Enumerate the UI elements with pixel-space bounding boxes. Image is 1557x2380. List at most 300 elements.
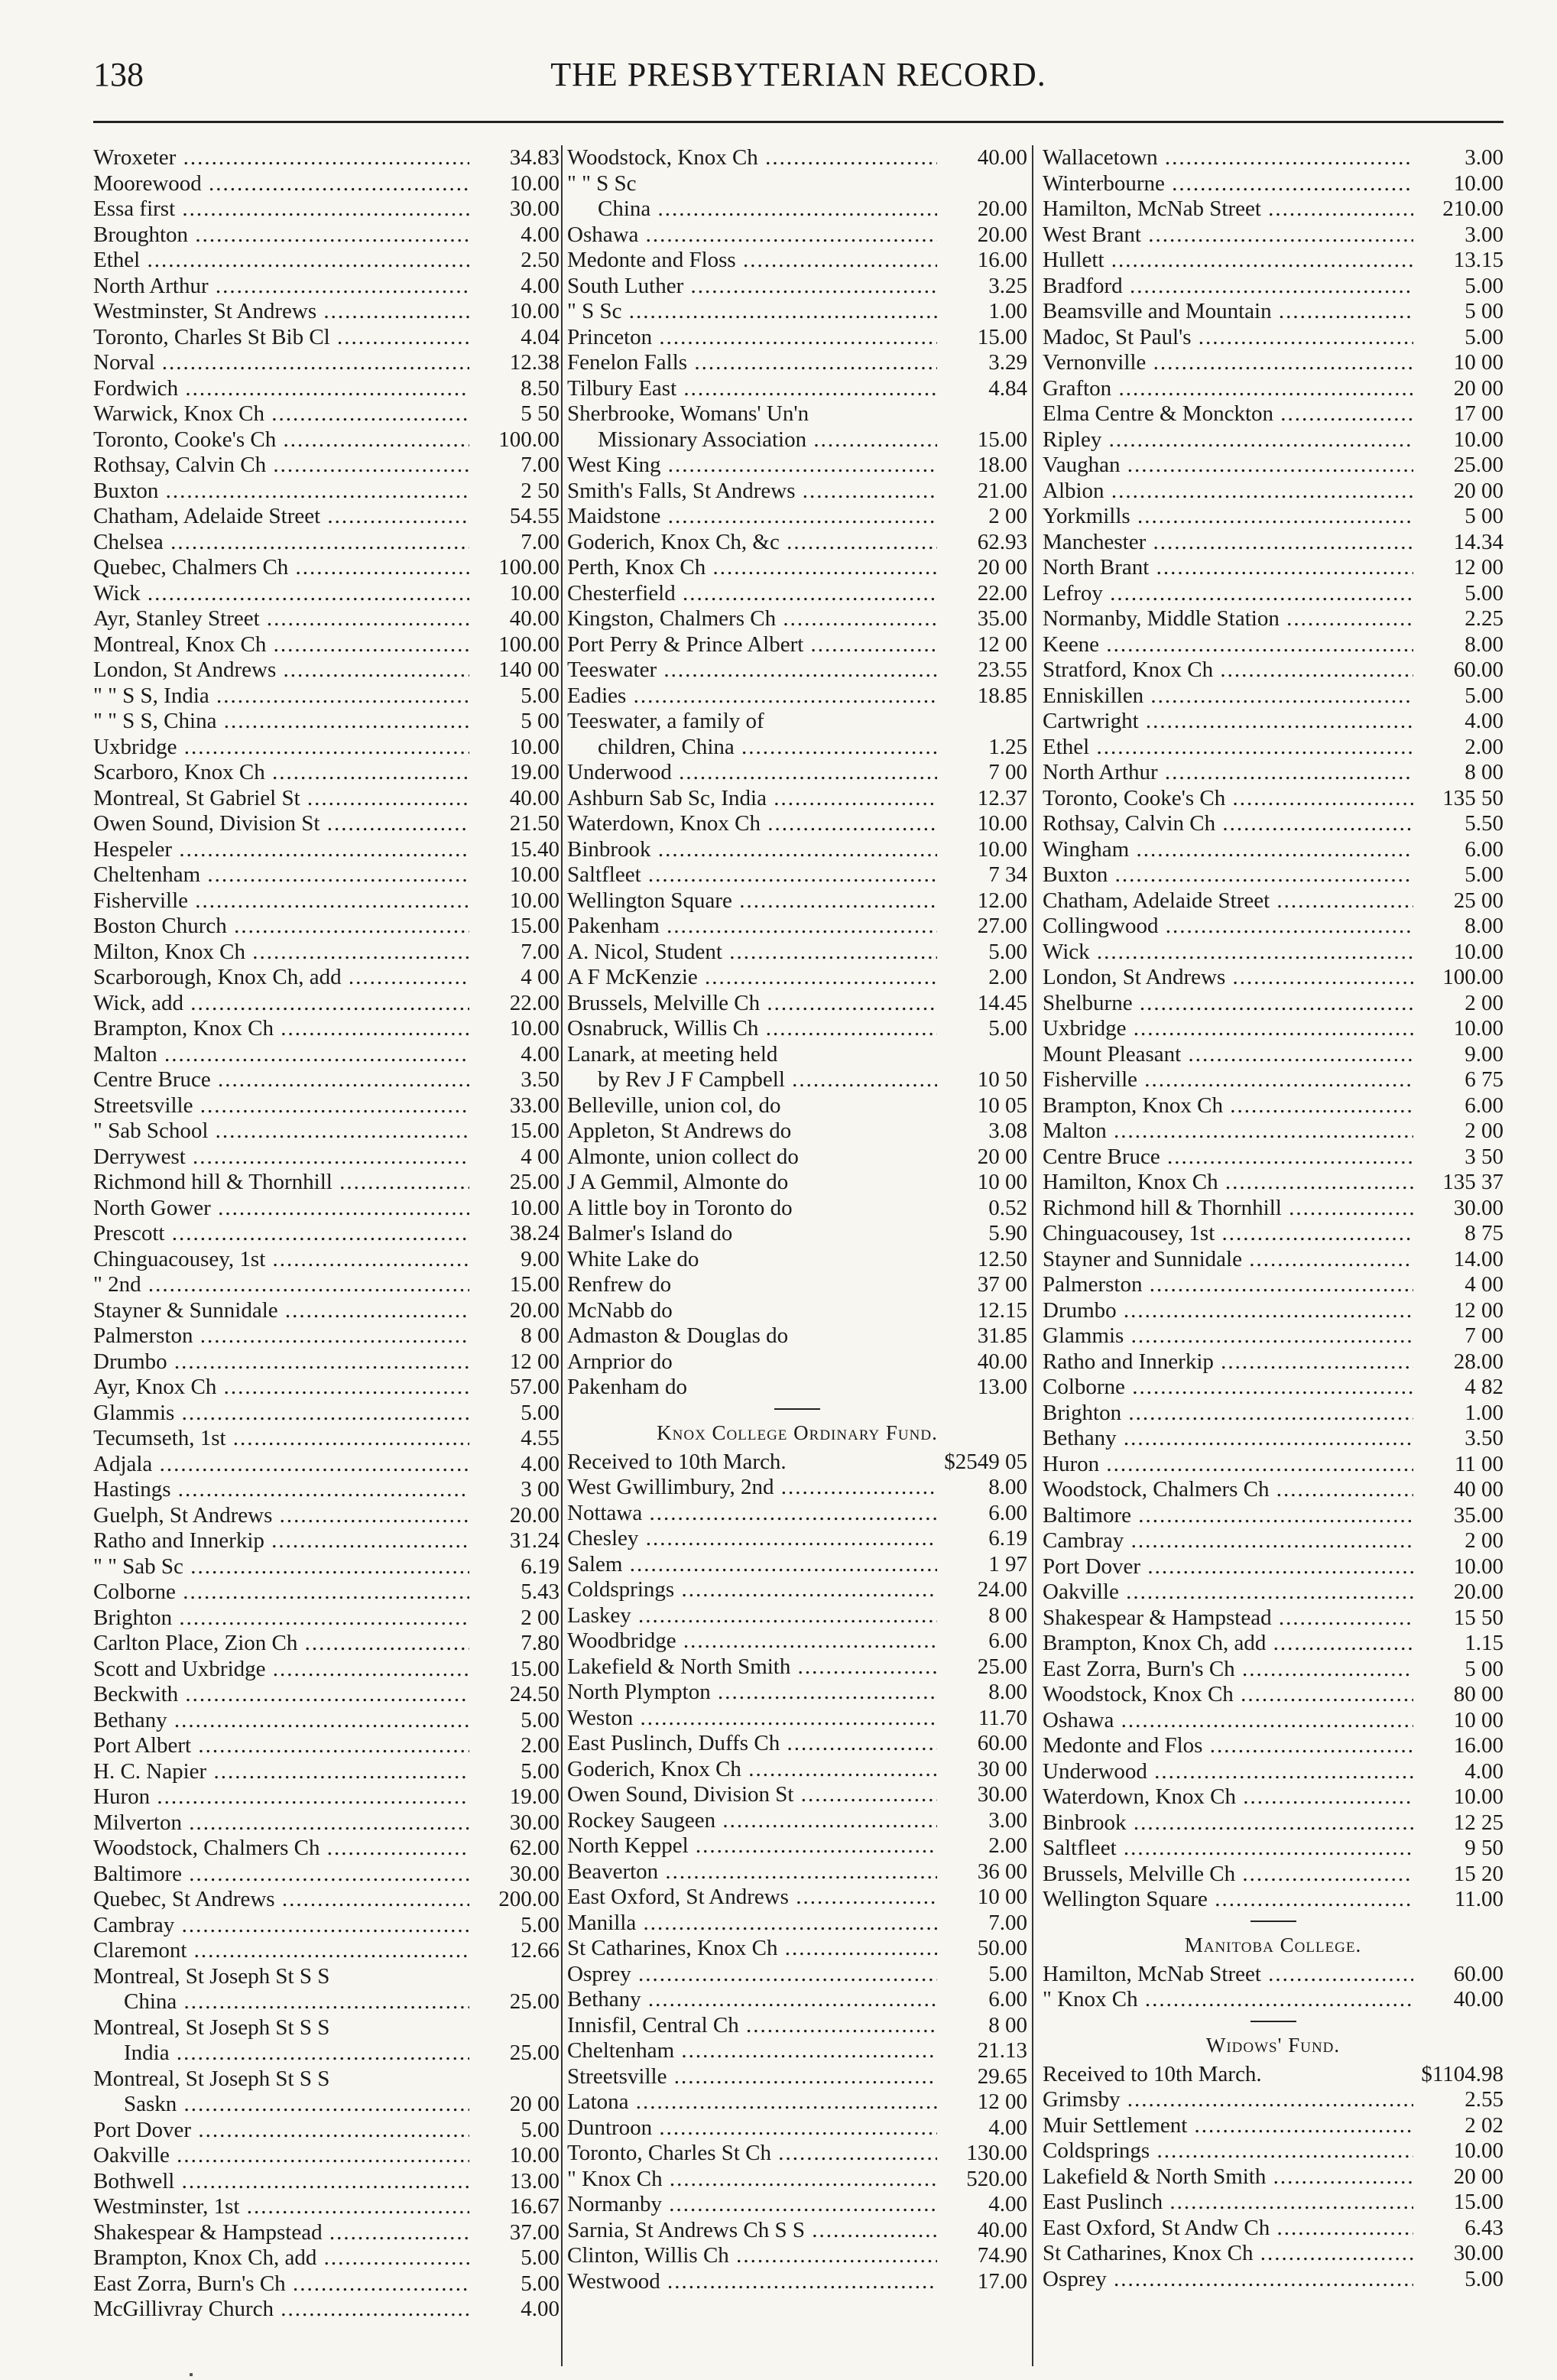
amount: 4.00 [521,1451,560,1476]
congregation-label: Toronto, Cooke's Ch [1043,785,1226,810]
amount: 20 00 [509,2092,560,2116]
congregation-name [1043,350,1413,376]
amount: 30.00 [509,1810,560,1835]
list-item [567,350,1027,376]
list-item [1043,1093,1503,1119]
congregation-name [93,1477,469,1503]
congregation-label: White Lake do [567,1246,699,1271]
congregation-label: Montreal, St Gabriel St [93,785,300,810]
amount: 20 00 [1453,478,1503,503]
amount: 12 25 [1453,1810,1503,1835]
amount: 1.15 [1465,1631,1503,1655]
list-item [1043,325,1503,351]
congregation-label: Buxton [1043,862,1108,887]
congregation-label: Drumbo [1043,1297,1117,1323]
list-item [93,1733,560,1759]
congregation-name [1043,760,1413,786]
list-item [1043,1631,1503,1657]
congregation-name [567,1042,937,1068]
amount: 10.00 [509,1195,560,1220]
congregation-label: Underwood [1043,1758,1147,1784]
amount: 25.00 [509,2041,560,2065]
congregation-name [1043,888,1413,914]
list-item [93,888,560,914]
congregation-label: Hamilton, McNab Street [1043,1961,1261,1986]
list-item [93,709,560,735]
congregation-name [93,248,469,274]
congregation-label: Nottawa [567,1500,643,1525]
amount: 5.00 [988,1961,1027,1986]
congregation-name [567,1680,937,1706]
congregation-label: Sherbrooke, Womans' Un'n [567,401,809,426]
congregation-name [567,1272,937,1298]
list-item [1043,2267,1503,2293]
congregation-label: South Luther [567,273,684,298]
congregation-name [93,1989,469,2015]
list-item [93,530,560,556]
congregation-label: North Arthur [1043,760,1158,784]
congregation-label: Mount Pleasant [1043,1041,1182,1067]
congregation-name [567,325,937,351]
amount: 3 00 [521,1477,560,1502]
amount: 60.00 [1453,1961,1503,1986]
amount: 10.00 [1453,1554,1503,1579]
congregation-label: Manchester [1043,529,1147,554]
congregation-label: Wroxeter [93,145,177,170]
congregation-name [1043,2087,1413,2113]
list-item [93,1298,560,1324]
congregation-label: J A Gemmil, Almonte do [567,1170,789,1194]
amount: 520.00 [966,2166,1027,2191]
congregation-label: Cambray [93,1912,175,1937]
list-item [1043,1962,1503,1988]
list-item [567,145,1027,171]
congregation-label: children, China [598,734,735,759]
congregation-name [93,325,469,351]
amount: 135 50 [1442,785,1503,810]
amount: 8 00 [988,1602,1027,1628]
list-item [1043,581,1503,607]
amount: 12 00 [1453,1297,1503,1323]
congregation-label: Lanark, at meeting held [567,1041,778,1067]
congregation-name [93,2194,469,2220]
list-item [1043,1759,1503,1785]
congregation-name [1043,1375,1413,1401]
congregation-name [1043,1606,1413,1632]
amount: 5 50 [521,401,560,426]
congregation-name [1043,145,1413,171]
congregation-label: Brussels, Melville Ch [567,990,761,1015]
section-heading: Knox College Ordinary Fund. [657,1421,938,1444]
congregation-name [93,555,469,581]
congregation-name [1043,2164,1413,2190]
list-item [1043,606,1503,632]
list-item [567,581,1027,607]
congregation-label: Shelburne [1043,990,1133,1015]
congregation-name [567,786,937,812]
congregation-name [1043,1298,1413,1324]
list-item [1043,1682,1503,1708]
congregation-name [1043,1887,1413,1913]
congregation-label: Collingwood [1043,914,1159,938]
congregation-name [567,760,937,786]
amount: 6.19 [521,1554,560,1579]
amount: 4.00 [521,2297,560,2321]
list-item [1043,453,1503,479]
list-item [1043,479,1503,505]
congregation-name [1043,1323,1413,1349]
congregation-label: Huron [1043,1451,1100,1476]
congregation-label: Beamsville and Mountain [1043,299,1272,323]
congregation-label: Oakville [93,2143,170,2167]
column-divider [561,145,563,2366]
amount: 8 00 [988,2012,1027,2037]
amount: 3.00 [1465,145,1503,170]
list-item [567,914,1027,940]
amount: 10 00 [1453,350,1503,375]
congregation-name [1043,1503,1413,1529]
amount: 2.55 [1465,2087,1503,2112]
list-item [93,735,560,761]
congregation-name [567,2038,937,2064]
list-item [93,1323,560,1349]
congregation-label: Weston [567,1705,634,1730]
list-item [93,555,560,581]
congregation-label: Chesterfield [567,580,676,606]
congregation-label: Ethel [93,248,141,272]
amount: 20 00 [1453,2164,1503,2189]
congregation-label: Ayr, Knox Ch [93,1375,217,1399]
congregation-label: Appleton, St Andrews do [567,1119,792,1143]
congregation-label: Grimsby [1043,2087,1121,2112]
congregation-label: Normanby, Middle Station [1043,606,1280,631]
list-item [1043,1477,1503,1503]
congregation-label: Winterbourne [1043,170,1165,196]
list-item [1043,1554,1503,1580]
congregation-name [93,1323,469,1349]
congregation-label: Stratford, Knox Ch [1043,658,1214,682]
congregation-label: Vernonville [1043,350,1147,375]
congregation-label: Buxton [93,478,159,503]
congregation-name [93,401,469,427]
list-item [1043,171,1503,197]
congregation-label: Bothwell [93,2168,175,2193]
amount: 33.00 [509,1093,560,1118]
congregation-name [1043,2216,1413,2242]
amount: 38.24 [509,1221,560,1245]
amount: 17 00 [1453,401,1503,426]
congregation-label: Cheltenham [567,2038,675,2063]
congregation-name [567,1170,937,1196]
congregation-label: Centre Bruce [1043,1144,1160,1169]
congregation-name [1043,1093,1413,1119]
congregation-label: Osnabruck, Willis Ch [567,1016,759,1041]
list-item [1043,786,1503,812]
congregation-label: Centre Bruce [93,1067,211,1092]
congregation-label: Lakefield & North Smith [567,1654,791,1679]
congregation-label: Quebec, St Andrews [93,1887,275,1911]
amount: 15.00 [509,1272,560,1297]
congregation-name [567,683,937,709]
congregation-label: Palmerston [93,1323,193,1348]
list-item [93,1426,560,1452]
amount: 8.00 [1465,632,1503,657]
list-item [567,1042,1027,1068]
amount: 2 50 [521,478,560,503]
congregation-name [1043,1554,1413,1580]
list-item [93,581,560,607]
congregation-name [1043,427,1413,453]
congregation-label: Norval [93,350,155,375]
congregation-label: Tilbury East [567,375,677,401]
congregation-label: Manilla [567,1910,637,1935]
list-item [567,1016,1027,1042]
list-item [93,1836,560,1862]
amount: 3.50 [521,1067,560,1092]
list-item [567,1706,1027,1732]
amount: 12.37 [977,785,1027,810]
congregation-name [93,1452,469,1478]
list-item [567,1298,1027,1324]
congregation-name [93,171,469,197]
amount: 25.00 [509,1989,560,2014]
congregation-label: East Puslinch, Duffs Ch [567,1731,780,1755]
amount: 20.00 [977,222,1027,247]
amount: 100.00 [1442,965,1503,989]
congregation-label: Teeswater [567,658,657,682]
congregation-name [93,2297,469,2323]
congregation-label: Osprey [567,1961,631,1986]
congregation-name [567,196,937,222]
section-heading: Manitoba College. [1184,1933,1362,1956]
amount: 100.00 [498,632,560,657]
list-item [567,1119,1027,1145]
amount: 21.00 [977,478,1027,503]
amount: 60.00 [977,1731,1027,1755]
list-item [93,786,560,812]
congregation-name [567,479,937,505]
congregation-name [1043,1067,1413,1093]
amount: 31.24 [509,1528,560,1553]
amount: 2 00 [988,504,1027,528]
congregation-name [93,2245,469,2271]
congregation-label: Hamilton, McNab Street [1043,196,1261,221]
congregation-label: " " S Sc [567,170,637,196]
congregation-name [93,1196,469,1222]
congregation-name [567,1936,937,1962]
congregation-label: Yorkmills [1043,504,1130,528]
list-item [567,325,1027,351]
list-item [93,1349,560,1375]
congregation-label: Hamilton, Knox Ch [1043,1170,1218,1194]
congregation-label: Wingham [1043,836,1130,862]
congregation-name [567,991,937,1017]
congregation-name [93,2041,469,2067]
list-item [93,1196,560,1222]
congregation-label: Ethel [1043,734,1090,759]
congregation-label: by Rev J F Campbell [598,1067,785,1092]
congregation-label: East Puslinch [1043,2190,1163,2214]
congregation-name [93,1528,469,1554]
list-item [567,1962,1027,1988]
list-item [567,530,1027,556]
amount: 10.00 [977,836,1027,862]
amount: $2549 05 [944,1449,1027,1474]
congregation-name [93,2067,469,2093]
list-item [567,1859,1027,1885]
amount: 130.00 [966,2141,1027,2165]
page-header [93,52,1503,98]
header-rule [93,121,1503,123]
congregation-label: Brighton [93,1605,173,1630]
list-item [567,760,1027,786]
column-left [93,145,560,2366]
amount: 10 05 [977,1093,1027,1118]
amount: 12 00 [509,1349,560,1374]
amount: 14.34 [1453,529,1503,554]
congregation-label: " " S S, India [93,683,209,708]
congregation-label: Montreal, St Joseph St S S [93,1963,330,1989]
congregation-label: Milverton [93,1810,182,1835]
list-item [93,2041,560,2067]
congregation-label: Grafton [1043,375,1112,401]
congregation-name [567,1196,937,1222]
list-item [1043,1119,1503,1145]
congregation-name [1043,1784,1413,1810]
list-item [567,1603,1027,1629]
amount: 60.00 [1453,658,1503,682]
list-item [1043,1452,1503,1478]
congregation-name [567,1475,937,1501]
amount: 16.00 [977,248,1027,272]
list-item [567,1067,1027,1093]
congregation-label: Perth, Knox Ch [567,555,706,580]
list-item [93,1913,560,1939]
list-item [93,2245,560,2271]
list-item [93,991,560,1017]
amount: 135 37 [1442,1170,1503,1194]
amount: 5.00 [521,2245,560,2270]
amount: 4 00 [521,965,560,989]
congregation-name [567,2064,937,2090]
congregation-name [1043,1657,1413,1683]
amount: 7.00 [521,453,560,477]
congregation-name [1043,1042,1413,1068]
congregation-label: Montreal, St Joseph St S S [93,2066,330,2091]
list-item [1043,1145,1503,1171]
congregation-name [567,1911,937,1937]
amount: 25.00 [977,1654,1027,1679]
amount: 5.00 [521,683,560,708]
amount: 15 50 [1453,1605,1503,1630]
congregation-name [567,709,937,735]
amount: 1.00 [988,299,1027,323]
congregation-label: Oshawa [1043,1707,1114,1732]
list-item [567,1375,1027,1401]
list-item [1043,991,1503,1017]
congregation-name [1043,530,1413,556]
congregation-label: " " Sab Sc [93,1554,183,1579]
amount: 5.00 [988,939,1027,964]
congregation-name [1043,1196,1413,1222]
amount: 4.00 [1465,1758,1503,1784]
congregation-label: Streetsville [567,2063,667,2089]
congregation-label: Montreal, Knox Ch [93,632,267,657]
print-mark [190,2373,193,2376]
congregation-label: A F McKenzie [567,965,698,989]
congregation-name [567,811,937,837]
list-item [93,2143,560,2169]
amount: 2 00 [521,1605,560,1630]
amount: 2.00 [988,965,1027,989]
amount: 5.00 [521,1707,560,1732]
list-item [567,1731,1027,1757]
list-item [567,1145,1027,1171]
amount: 9.00 [1465,1041,1503,1067]
list-item [93,632,560,658]
congregation-label: Colborne [93,1580,176,1604]
list-item [93,1554,560,1580]
list-item [567,504,1027,530]
list-item [1043,145,1503,171]
list-item [567,786,1027,812]
congregation-label: Princeton [567,324,653,349]
amount: 7 00 [988,760,1027,784]
congregation-name [93,1042,469,1068]
congregation-name [567,1323,937,1349]
congregation-label: Admaston & Douglas do [567,1323,789,1348]
congregation-label: Received to 10th March. [1043,2061,1262,2086]
congregation-name [93,1554,469,1580]
congregation-label: Wellington Square [1043,1887,1208,1911]
list-item [567,1475,1027,1501]
list-item [93,1401,560,1427]
congregation-name [1043,1401,1413,1427]
congregation-label: " Knox Ch [1043,1987,1138,2011]
list-item [567,376,1027,402]
congregation-name [567,171,937,197]
amount: 17.00 [977,2268,1027,2294]
list-item [93,837,560,863]
amount: 2.00 [1465,734,1503,759]
congregation-name [93,1375,469,1401]
congregation-label: Vaughan [1043,453,1121,477]
congregation-name [567,1706,937,1732]
congregation-label: Brampton, Knox Ch [93,1016,274,1041]
congregation-name [93,222,469,248]
congregation-label: Almonte, union collect do [567,1144,799,1169]
amount: 20 00 [977,1144,1027,1169]
amount: 4.00 [521,222,560,247]
list-item [93,760,560,786]
congregation-label: Woodstock, Knox Ch [1043,1682,1234,1706]
list-item [1043,1528,1503,1554]
list-item [567,1323,1027,1349]
congregation-name [1043,1862,1413,1888]
congregation-name [567,940,937,966]
amount: 20.00 [977,196,1027,221]
list-item [567,1501,1027,1527]
amount: 7 34 [988,862,1027,887]
section-separator [1043,2013,1503,2028]
amount: 29.65 [977,2063,1027,2089]
congregation-name [93,1606,469,1632]
amount: 25.00 [1453,453,1503,477]
congregation-name [567,1808,937,1834]
congregation-label: Colborne [1043,1375,1125,1399]
congregation-name [567,1757,937,1783]
amount: 27.00 [977,914,1027,938]
